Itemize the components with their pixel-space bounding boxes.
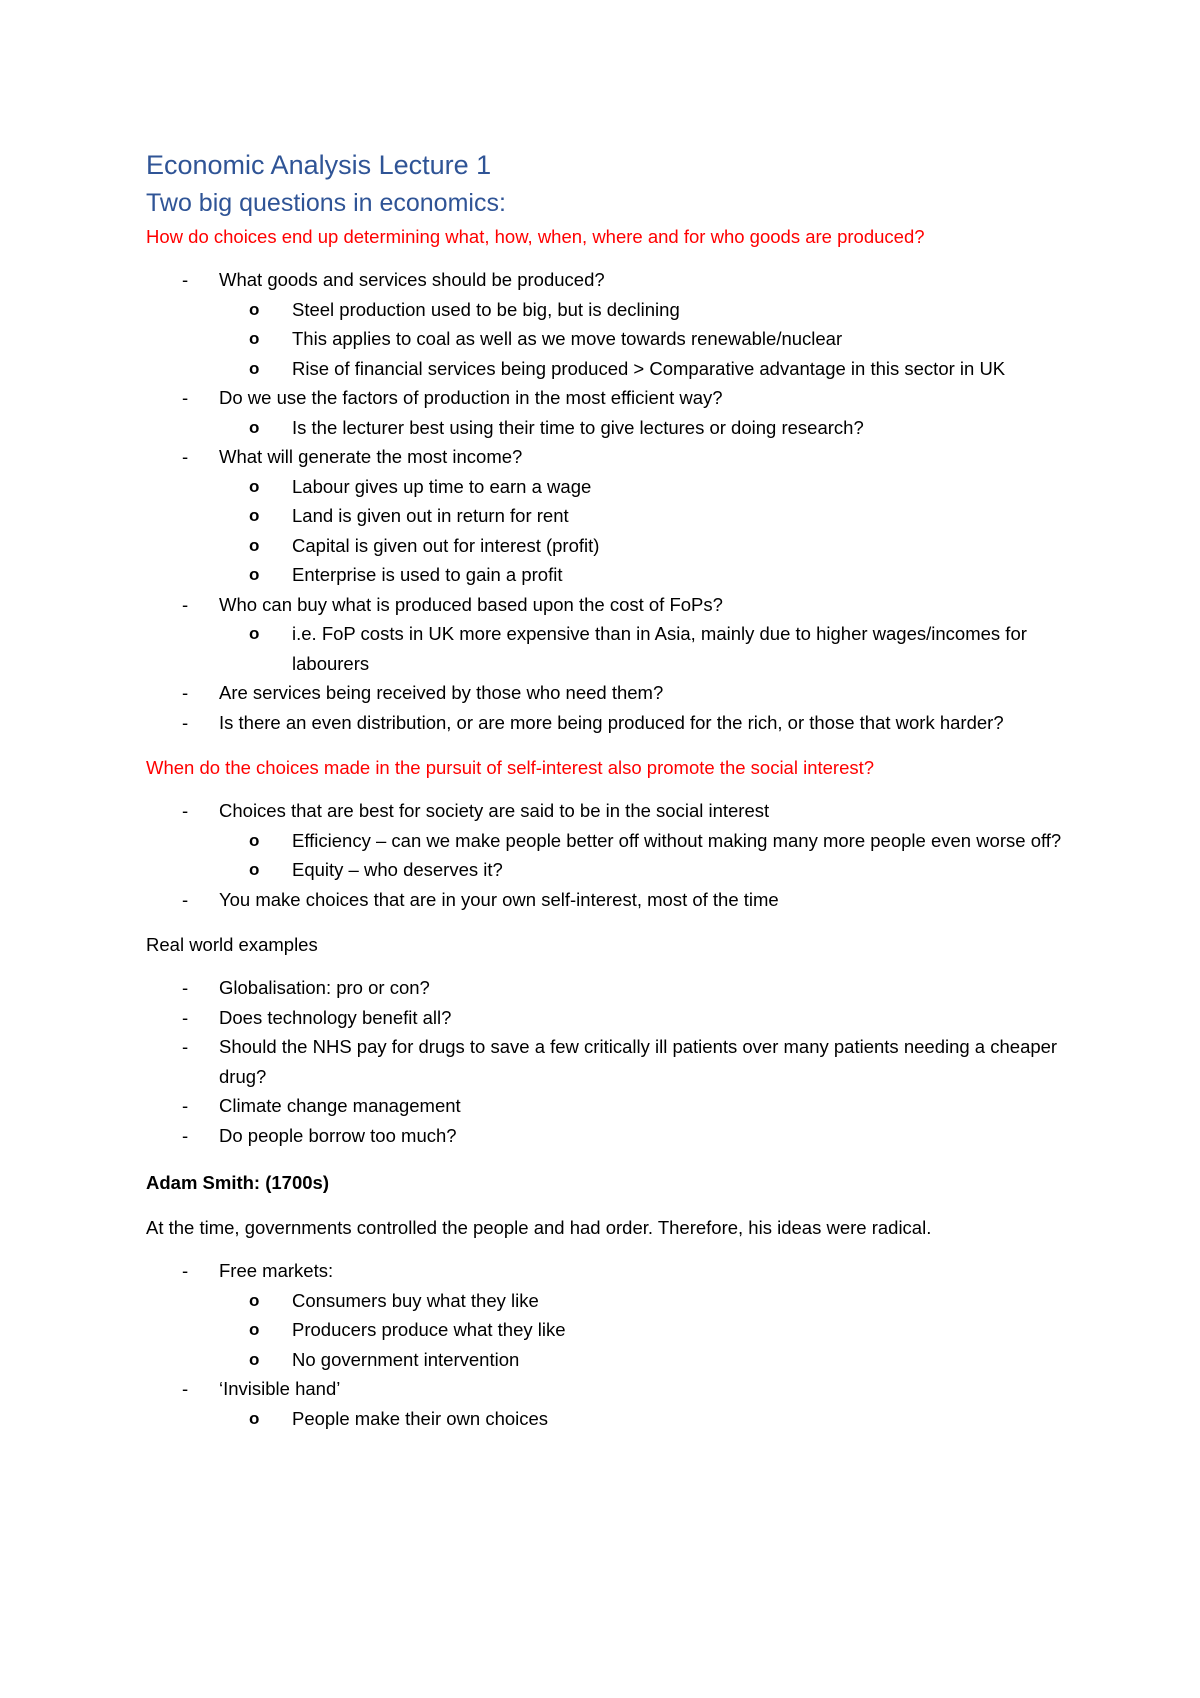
sub-list-item: o Labour gives up time to earn a wage [219, 472, 1066, 502]
sub-bullet: o [249, 565, 260, 584]
list-item: - Do people borrow too much? [146, 1121, 1066, 1151]
sub-list-item: o Is the lecturer best using their time to give lectures or doing research? [219, 413, 1066, 443]
sub-bullet: o [249, 417, 260, 437]
sub-list-item: o People make their own choices [219, 1404, 1066, 1434]
list-item: - Do we use the factors of production in the most efficient way? o Is the lecturer best using their time to give lectures or doing research? [146, 383, 1066, 442]
dash-bullet: - [182, 1260, 189, 1281]
dash-bullet: - [182, 387, 189, 408]
dash-bullet: - [182, 1036, 189, 1057]
sub-list-item: o No government intervention [219, 1345, 1066, 1375]
list-item: - You make choices that are in your own self-interest, most of the time [146, 885, 1066, 915]
sub-list-item: o Rise of financial services being produced > Comparative advantage in this sector in UK [219, 354, 1066, 384]
sub-list-item: o Enterprise is used to gain a profit [219, 560, 1066, 590]
sub-bullet: o [249, 1349, 260, 1369]
list-item: - What will generate the most income? o Labour gives up time to earn a wage o Land is given out in return for rent o Capital is given out for interest (profit) o Enterprise is used to gain a profit [146, 442, 1066, 590]
dash-bullet: - [182, 888, 189, 910]
adam-smith-heading: Adam Smith: (1700s) [146, 1172, 329, 1193]
dash-bullet: - [182, 593, 189, 615]
list-item: - Does technology benefit all? [146, 1003, 1066, 1033]
real-world-heading: Real world examples [146, 934, 318, 955]
list-item: - Who can buy what is produced based upon the cost of FoPs? o i.e. FoP costs in UK more expensive than in Asia, mainly due to higher wages/incomes for labourers [146, 590, 1066, 679]
dash-bullet: - [182, 977, 189, 998]
list-item: - Are services being received by those who need them? [146, 678, 1066, 708]
sub-bullet: o [249, 329, 260, 348]
sub-list-item: o Efficiency – can we make people better off without making many more people even worse off? [219, 826, 1066, 856]
adam-smith-list [146, 1256, 1066, 1433]
sub-list-item: o Equity – who deserves it? [219, 855, 1066, 885]
document-subtitle: Two big questions in economics: [146, 189, 506, 217]
sub-bullet: o [249, 830, 260, 850]
dash-bullet: - [182, 1095, 189, 1116]
question-heading-2: When do the choices made in the pursuit of self-interest also promote the social interest? [146, 757, 875, 778]
sub-list-item: o Capital is given out for interest (profit) [219, 531, 1066, 561]
sub-bullet: o [249, 1320, 260, 1339]
list-item: - Free markets: o Consumers buy what they like o Producers produce what they like o No government intervention [146, 1256, 1066, 1374]
dash-bullet: - [182, 446, 189, 467]
list-item: - Climate change management [146, 1091, 1066, 1121]
sub-bullet: o [249, 299, 260, 319]
sub-bullet: o [249, 624, 260, 643]
sub-bullet: o [249, 1290, 260, 1310]
dash-bullet: - [182, 711, 189, 733]
document-title: Economic Analysis Lecture 1 [146, 150, 492, 180]
list-item: - Should the NHS pay for drugs to save a few critically ill patients over many patients needing a cheaper drug? [146, 1032, 1066, 1091]
list-item: - What goods and services should be produced? o Steel production used to be big, but is declining o This applies to coal as well as we move towards renewable/nuclear o Rise of financial services being produced > Comparative advantage in this sector in UK [146, 265, 1066, 383]
question-heading-1: How do choices end up determining what, how, when, where and for who goods are produced? [146, 226, 925, 247]
list-item: - ‘Invisible hand’ o People make their own choices [146, 1374, 1066, 1433]
sub-list-item: o This applies to coal as well as we move towards renewable/nuclear [219, 324, 1066, 354]
dash-bullet: - [182, 269, 189, 290]
question-1-list [146, 265, 1066, 737]
sub-bullet: o [249, 358, 260, 378]
adam-smith-intro: At the time, governments controlled the people and had order. Therefore, his ideas were radical. [146, 1217, 932, 1238]
sub-bullet: o [249, 860, 260, 879]
sub-bullet: o [249, 506, 260, 525]
dash-bullet: - [182, 800, 189, 821]
sub-list-item: o Steel production used to be big, but is declining [219, 295, 1066, 325]
sub-list-item: o Consumers buy what they like [219, 1286, 1066, 1316]
sub-list-item: o Land is given out in return for rent [219, 501, 1066, 531]
question-2-list [146, 796, 1066, 914]
document-content [146, 146, 1066, 1433]
list-item: - Choices that are best for society are said to be in the social interest o Efficiency – can we make people better off without making many more people even worse off? o Equity – who deserves it? [146, 796, 1066, 885]
dash-bullet: - [182, 682, 189, 703]
sub-bullet: o [249, 1408, 260, 1428]
sub-bullet: o [249, 476, 260, 496]
list-item: - Is there an even distribution, or are more being produced for the rich, or those that work harder? [146, 708, 1066, 738]
real-world-list [146, 973, 1066, 1150]
list-item: - Globalisation: pro or con? [146, 973, 1066, 1003]
dash-bullet: - [182, 1378, 189, 1399]
dash-bullet: - [182, 1124, 189, 1146]
dash-bullet: - [182, 1006, 189, 1028]
sub-list-item: o Producers produce what they like [219, 1315, 1066, 1345]
sub-bullet: o [249, 535, 260, 555]
sub-list-item: o i.e. FoP costs in UK more expensive than in Asia, mainly due to higher wages/incomes for labourers [219, 619, 1066, 678]
